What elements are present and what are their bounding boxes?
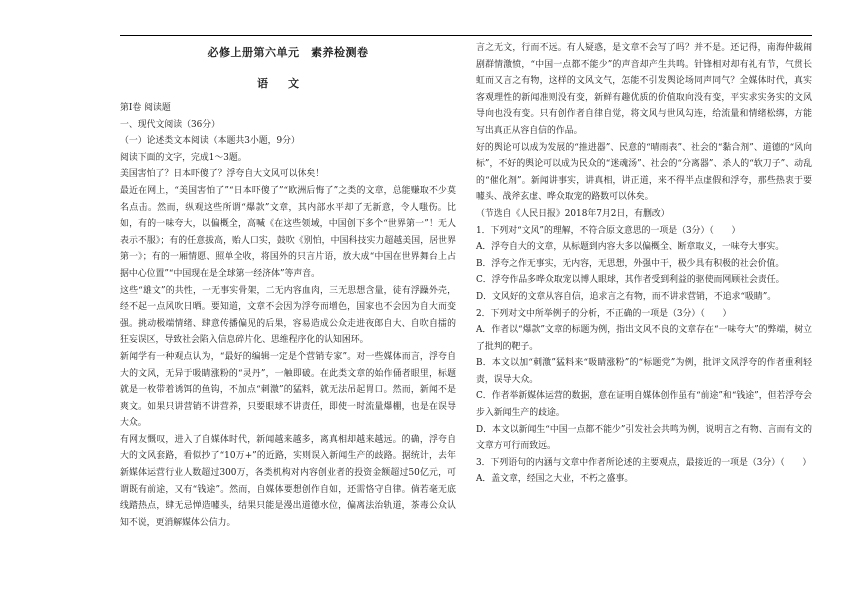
option-1c: C．浮夸作品多哗众取宠以博人眼球，其作者受到利益的驱使而网顾社会责任。: [476, 275, 785, 286]
option-2d: D．本文以新闻生“中国一点都不能少”引发社会共鸣为例，说明言之有物、言而有文的文章方可行而致远。: [476, 424, 812, 452]
option-1b: B．浮夸之作无事实，无内容，无思想，外强中干，极少具有积极的社会价值。: [476, 258, 785, 269]
subsection-heading-2: （一）论述类文本阅读（本题共3小题，9分）: [120, 136, 300, 147]
question-1: 1．下列对“文风”的理解，不符合原文意思的一项是（3分）（ ）: [476, 225, 741, 236]
header-rule: [120, 35, 812, 36]
subsection-heading: 一、现代文阅读（36分）: [120, 119, 221, 130]
section-heading: 第Ⅰ卷 阅读题: [120, 103, 171, 113]
question-3: 3．下列语句的内涵与文章中作者所论述的主要观点，最接近的一项是（3分）（ ）: [476, 457, 812, 468]
option-2b: B．本文以加“刺激”猛料来“吸睛涨粉”的“标题党”为例，批评文风浮夸的作者重利轻责，误导大众。: [476, 358, 812, 385]
paragraph: 有网友慨叹，进入了自媒体时代，新闻越来越多，离真相却越来越远。的确，浮夸自大的文风套路，看似抄了“10万+”的近路，实则误入新闻生产的歧路。据统计，去年新媒体运营行业人数超过300万，各类机构对内容创业者的投资金额超过50亿元，可谓既有前途，又有“钱途”。然而，自媒体要想创作自如，还需恪守自律。倘若毫无底线踏热点，肆无忌惮造噱头，结果只能是漫出道德水位，偏离法治轨道，茶毒公众认知不说，更消解媒体公信力。: [120, 434, 456, 528]
source-note: （节选自《人民日报》2018年7月2日，有删改）: [476, 208, 670, 219]
option-1a: A．浮夸自大的文章，从标题到内容大多以偏概全、断章取义，一味夸大事实。: [476, 242, 785, 253]
paragraph: 言之无文，行而不远。有人疑惑，是文章不会写了吗？并不是。还记得，南海仲裁闹剧群情激愤，“中国一点都不能少”的声音却产生共鸣。针锋相对却有礼有节，气贯长虹而又言之有物，这样的文风文气，怎能不引发舆论场同声同气？全媒体时代，真实客观理性的新闻准则没有变，新鲜有趣优质的价值取向没有变，平实求实务实的文风导向也没有变。只有创作者自律自觉，将文风与世风勾连，给流量和情绪松绑，方能写出真正从容自信的作品。: [476, 43, 812, 136]
subject-title: 语文: [257, 77, 319, 90]
option-2a: A．作者以“爆款”文章的标题为例，指出文风不良的文章存在“一味夸大”的弊端，树立了批判的靶子。: [476, 325, 812, 352]
paragraph: 这些“雄文”的共性，一无事实骨架，二无内容血肉，三无思想含量，徒有浮躁外壳，经不起一点风吹日晒。要知道，文章不会因为浮夸而增色，国家也不会因为自大而变强。挑动极端情绪、肆意传播偏见的后果，容易造成公众走进夜郎自大、自吹自擂的狂妄误区，导致社会陷入信息碎片化、思维程序化的认知困环。: [120, 285, 456, 346]
page-title: 必修上册第六单元 素养检测卷: [207, 46, 369, 59]
option-2c: C．作者举新媒体运营的数据，意在证明自媒体创作虽有“前途”和“钱途”，但若浮夸会步入新闻生产的歧途。: [476, 391, 812, 419]
option-3a: A．盖文章，经国之大业，不朽之盛事。: [476, 474, 634, 485]
paragraph: 新闻学有一种观点认为，“最好的编辑一定是个营销专家”。对一些媒体而言，浮夸自大的文风，无异于吸睛涨粉的“灵丹”，一触即破。在此类文章的始作俑者眼里，标题就是一枚带着诱饵的鱼钩，不加点“刺激”的猛料，就无法吊起胃口。然而，新闻不是爽文。如果只讲营销不讲营养，只要眼球不讲责任，即使一时流量爆棚，也是在误导大众。: [120, 351, 456, 429]
right-column: [476, 40, 812, 488]
paragraph: 最近在网上，“美国害怕了”“日本吓傻了”“欧洲后悔了”之类的文章，总能赚取不少莫名点击。然而，纵观这些所谓“爆款”文章，其内部水平却了无新意，令人嗤伤。比如，有的一味夸大，以偏概全，高喊《在这些领域，中国创下多个“世界第一”！无人表示不服》；有的任意拔高，贻人口实，鼓吹《别怕，中国科技实力超越美国，居世界第一》；有的一厢情愿、照单全收，将国外的只言片语，放大成“中国在世界舞台上占据中心位置”“中国现在是全球第一经济体”等声音。: [120, 185, 456, 279]
paragraph: 好的舆论可以成为发展的“推进器”、民意的“晴雨表”、社会的“黏合剂”、道德的“风向标”，不好的舆论可以成为民众的“迷魂汤”、社会的“分离器”、杀人的“软刀子”、动乱的“催化剂”。新闻讲事实，讲真相，讲正道，来不得半点虚假和浮夸，那些热衷于要噱头、战斧玄虚、哗众取宠的路数可以休矣。: [476, 142, 812, 203]
question-2: 2．下列对文中所举例子的分析，不正确的一项是（3分）（ ）: [476, 308, 732, 319]
instruction-text: 阅读下面的文字，完成1～3题。: [120, 152, 247, 163]
left-column: [120, 40, 456, 531]
option-1d: D．文风好的文章从容自信，追求言之有物，而不讲求营销，不追求“吸睛”。: [476, 291, 777, 302]
article-title: 美国害怕了？日本吓傻了？浮夸自大文风可以休矣！: [120, 169, 325, 180]
